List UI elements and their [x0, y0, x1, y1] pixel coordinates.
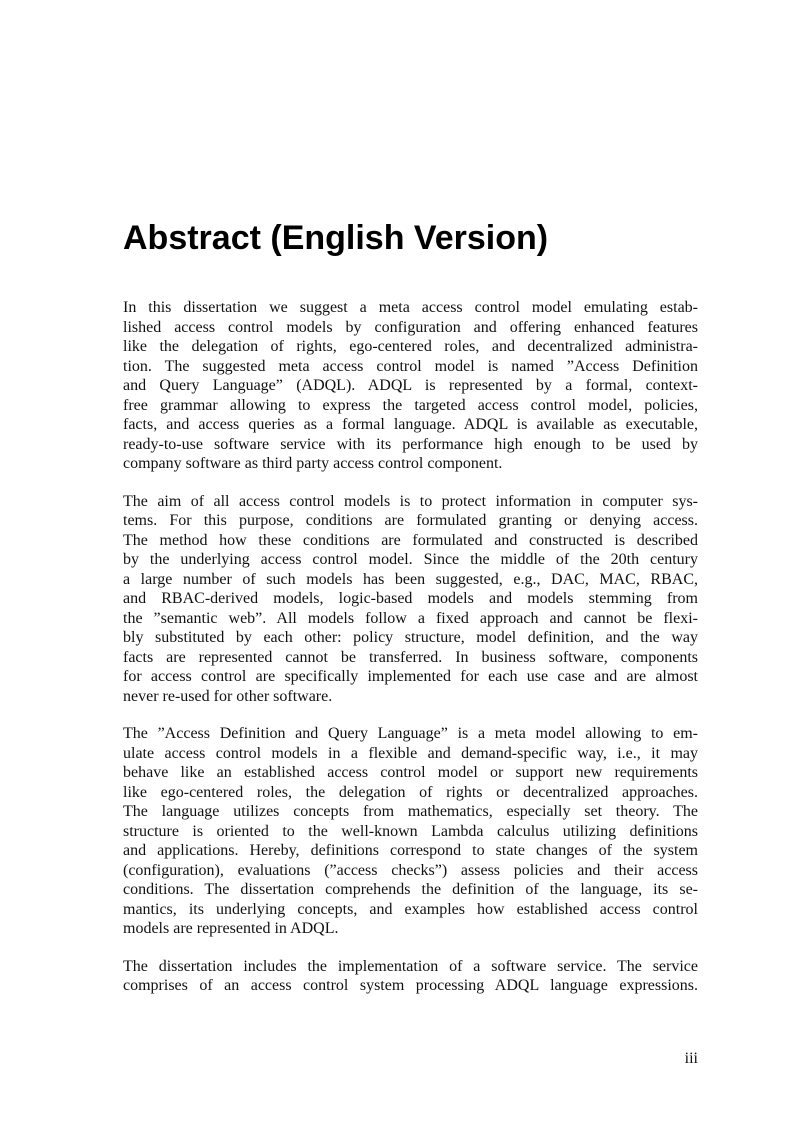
text-line: tems. For this purpose, conditions are formulated granting or denying access.	[123, 512, 698, 529]
text-line: facts, and access queries as a formal language. ADQL is available as executable,	[123, 416, 698, 433]
paragraph	[123, 492, 698, 707]
paragraph	[123, 724, 698, 939]
text-line: the ”semantic web”. All models follow a fixed approach and cannot be flexi-	[123, 609, 698, 627]
text-line: ulate access control models in a flexible and demand-specific way, i.e., it may	[123, 744, 698, 762]
text-line: for access control are specifically implemented for each use case and are almost	[123, 668, 698, 685]
text-line: a large number of such models has been suggested, e.g., DAC, MAC, RBAC,	[123, 570, 698, 588]
text-line: The dissertation includes the implementation of a software service. The service	[123, 957, 698, 975]
text-line: In this dissertation we suggest a meta access control model emulating estab-	[123, 299, 698, 316]
text-line: like the delegation of rights, ego-centered roles, and decentralized administra-	[123, 338, 698, 355]
text-line: free grammar allowing to express the targeted access control model, policies,	[123, 396, 698, 414]
text-line: comprises of an access control system processing ADQL language expressions.	[123, 977, 698, 994]
text-line: and applications. Hereby, definitions correspond to state changes of the system	[123, 842, 698, 859]
abstract-body	[123, 298, 698, 1014]
text-line: models are represented in ADQL.	[123, 920, 339, 937]
text-line: by the underlying access control model. Since the middle of the 20th century	[123, 551, 698, 568]
text-line: company software as third party access control component.	[123, 455, 503, 472]
text-line: The method how these conditions are formulated and constructed is described	[123, 531, 698, 549]
text-line: and Query Language” (ADQL). ADQL is represented by a formal, context-	[123, 377, 698, 394]
text-line: The ”Access Definition and Query Language” is a meta model allowing to em-	[123, 725, 698, 742]
text-line: mantics, its underlying concepts, and examples how established access control	[123, 900, 698, 918]
paragraph	[123, 957, 698, 996]
text-line: conditions. The dissertation comprehends the definition of the language, its se-	[123, 881, 698, 898]
text-line: The language utilizes concepts from mathematics, especially set theory. The	[123, 803, 698, 820]
text-line: (configuration), evaluations (”access checks”) assess policies and their access	[123, 861, 698, 879]
page-number: iii	[684, 1050, 698, 1067]
text-line: The aim of all access control models is to protect information in computer sys-	[123, 492, 698, 510]
text-line: behave like an established access control model or support new requirements	[123, 764, 698, 781]
text-line: ready-to-use software service with its performance high enough to be used by	[123, 435, 698, 453]
text-line: never re-used for other software.	[123, 687, 333, 705]
text-line: structure is oriented to the well-known Lambda calculus utilizing definitions	[123, 822, 698, 840]
paragraph	[123, 298, 698, 474]
text-line: bly substituted by each other: policy structure, model definition, and the way	[123, 629, 698, 646]
text-line: tion. The suggested meta access control model is named ”Access Definition	[123, 357, 698, 375]
page-title: Abstract (English Version)	[123, 219, 549, 257]
text-line: lished access control models by configuration and offering enhanced features	[123, 318, 698, 336]
text-line: and RBAC-derived models, logic-based models and models stemming from	[123, 590, 698, 607]
text-line: like ego-centered roles, the delegation of rights or decentralized approaches.	[123, 783, 698, 801]
text-line: facts are represented cannot be transferred. In business software, components	[123, 648, 698, 666]
